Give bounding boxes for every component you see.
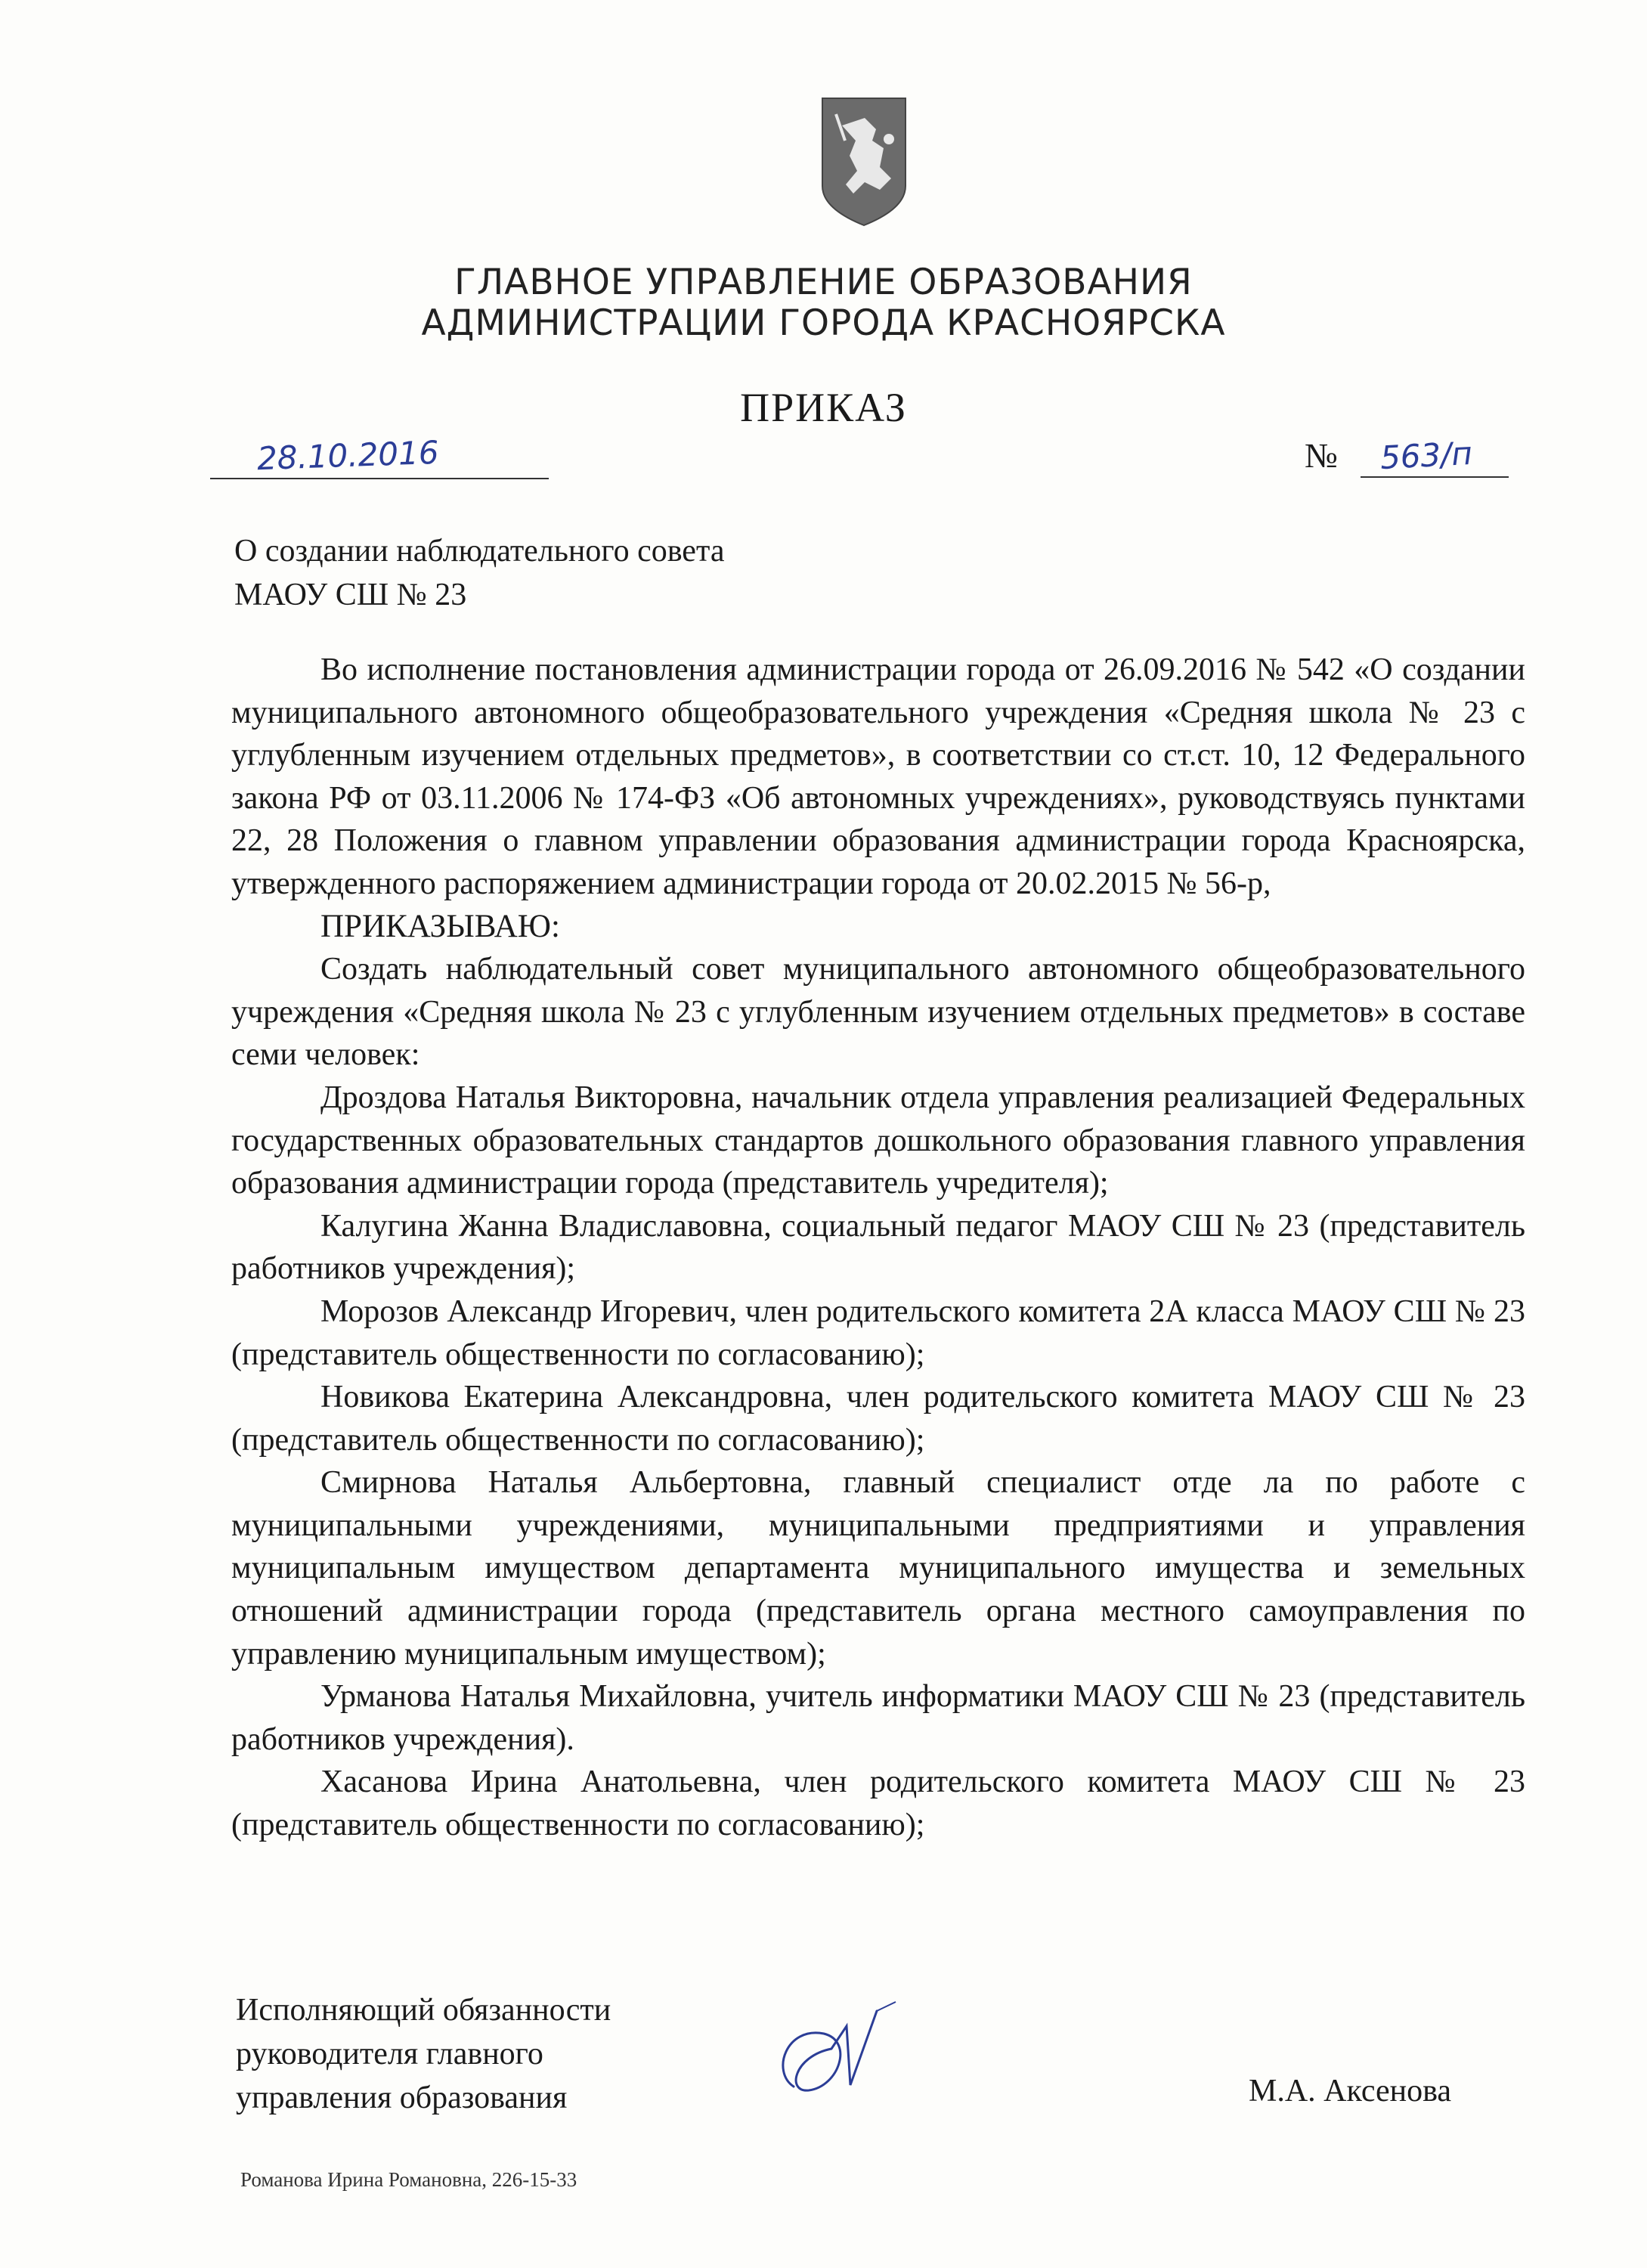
subject	[234, 529, 724, 617]
handwritten-signature-icon	[763, 1996, 922, 2109]
signatory-position	[236, 1988, 611, 2120]
coat-of-arms-icon	[819, 95, 909, 230]
order-word: ПРИКАЗЫВАЮ:	[320, 908, 560, 944]
decision-paragraph: Создать наблюдательный совет муниципального автономного общеобразовательного учреждения «Средняя школа № 23 с углубленным изучением отдельных предметов» в составе семи человек:	[231, 952, 1525, 1073]
position-line2: руководителя главного	[236, 2037, 543, 2071]
position-line3: управления образования	[236, 2081, 568, 2115]
org-name-line1: ГЛАВНОЕ УПРАВЛЕНИЕ ОБРАЗОВАНИЯ	[454, 262, 1193, 303]
executor-contact: Романова Ирина Романовна, 226-15-33	[240, 2168, 577, 2191]
member-item: Хасанова Ирина Анатольевна, член родительского комитета МАОУ СШ № 23 (представитель общественности по согласованию);	[231, 1765, 1525, 1843]
member-item: Дроздова Наталья Викторовна, начальник отдела управления реализацией Федеральных государственных образовательных стандартов дошкольного образования главного управления образования администрации города (представитель учредителя);	[231, 1080, 1525, 1201]
number-underline	[1361, 476, 1509, 478]
document-number: 563/п	[1379, 434, 1473, 477]
member-item: Калугина Жанна Владиславовна, социальный педагог МАОУ СШ № 23 (представитель работников учреждения);	[231, 1208, 1525, 1287]
number-sign: №	[1305, 436, 1338, 475]
signatory-name: М.А. Аксенова	[1249, 2074, 1452, 2108]
date-underline	[210, 478, 549, 479]
document-date: 28.10.2016	[256, 433, 440, 478]
preamble-paragraph: Во исполнение постановления администрации города от 26.09.2016 № 542 «О создании муниципального автономного общеобразовательного учреждения «Средняя школа № 23 с углубленным изучением отдельных предметов», в соответствии со ст.ст. 10, 12 Федерального закона РФ от 03.11.2006 № 174-ФЗ «Об автономных учреждениях», руководствуясь пунктами 22, 28 Положения о главном управлении образования администрации города Красноярска, утвержденного распоряжением администрации города от 20.02.2015 № 56-р,	[231, 652, 1525, 901]
document-title: ПРИКАЗ	[740, 385, 907, 430]
member-item: Морозов Александр Игоревич, член родительского комитета 2А класса МАОУ СШ № 23 (представитель общественности по согласованию);	[231, 1294, 1525, 1372]
member-item: Новикова Екатерина Александровна, член родительского комитета МАОУ СШ № 23 (представитель общественности по согласованию);	[231, 1380, 1525, 1458]
position-line1: Исполняющий обязанности	[236, 1993, 611, 2028]
member-item: Смирнова Наталья Альбертовна, главный специалист отде ла по работе с муниципальными учреждениями, муниципальными предприятиями и управления муниципальным имуществом департамента муниципального имущества и земельных отношений администрации города (представитель органа местного самоуправления по управлению муниципальным имуществом);	[231, 1465, 1525, 1672]
subject-line2: МАОУ СШ № 23	[234, 578, 467, 612]
document-body	[231, 649, 1525, 1847]
org-name-line2: АДМИНИСТРАЦИИ ГОРОДА КРАСНОЯРСКА	[421, 302, 1226, 344]
subject-line1: О создании наблюдательного совета	[234, 534, 725, 569]
member-item: Урманова Наталья Михайловна, учитель информатики МАОУ СШ № 23 (представитель работников учреждения).	[231, 1679, 1525, 1757]
